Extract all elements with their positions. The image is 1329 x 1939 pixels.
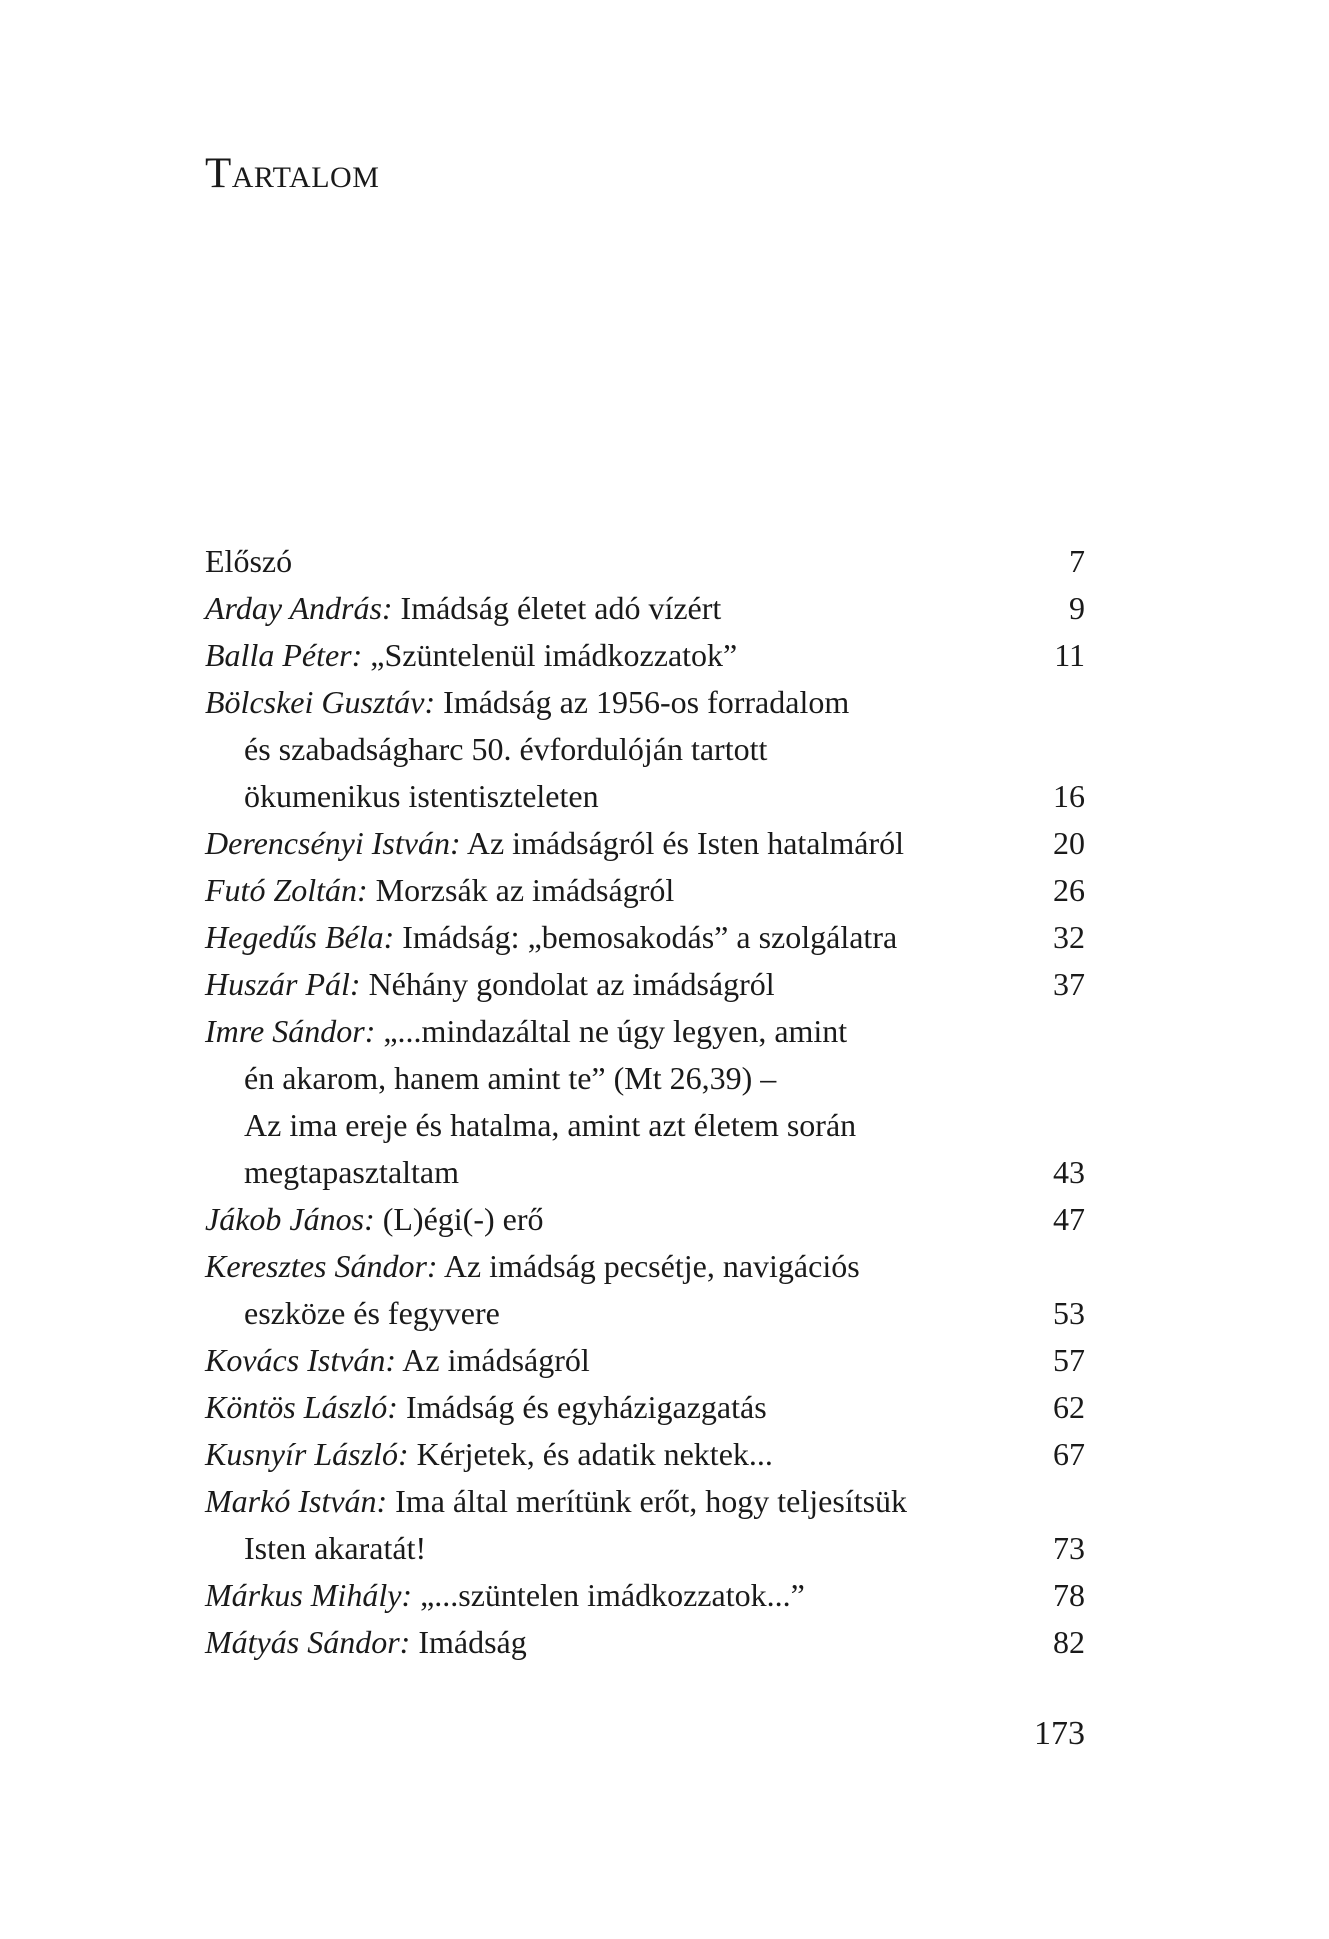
toc-entry-title: Imádság: „bemosakodás” a szolgálatra [394,919,898,955]
toc-entry [205,867,1085,914]
toc-entry [205,1196,1085,1243]
toc-page-number: 47 [1053,1201,1085,1237]
toc-entry [205,538,1085,585]
toc-page-number: 32 [1053,919,1085,955]
toc-entry-line [205,1384,1085,1431]
toc-entry-line [205,1478,1085,1525]
toc-author: Balla Péter: [205,637,363,673]
toc-author: Futó Zoltán: [205,872,368,908]
toc-entry-title: „Szüntelenül imádkozzatok” [362,637,738,673]
toc-author: Mátyás Sándor: [205,1624,411,1660]
toc-page-number: 16 [1053,778,1085,814]
toc-entry-title: Morzsák az imádságról [367,872,675,908]
toc-author: Imre Sándor: [205,1013,376,1049]
toc-author: Kusnyír László: [205,1436,409,1472]
toc-page-number: 9 [1069,590,1085,626]
toc-entry-title: „...mindazáltal ne úgy legyen, amint [375,1013,848,1049]
toc-entry-line [205,1196,1085,1243]
toc-entry [205,1619,1085,1666]
toc-entry-title: Imádság az 1956-os forradalom [435,684,850,720]
toc-entry-title: Imádság és egyházigazgatás [397,1389,767,1425]
toc-page-number: 7 [1069,543,1085,579]
toc-entry-line [205,1337,1085,1384]
toc-author: Huszár Pál: [205,966,361,1002]
toc-page-number: 37 [1053,966,1085,1002]
toc-entry-title: Isten akaratát! [244,1530,427,1566]
toc-entry [205,914,1085,961]
toc-entry-line [205,726,1085,773]
toc-entry [205,1478,1085,1572]
toc-entry-line [205,538,1085,585]
toc-entry-title: én akarom, hanem amint te” (Mt 26,39) – [244,1060,777,1096]
toc-entry [205,1431,1085,1478]
toc-entry [205,1384,1085,1431]
toc-entry-title: (L)égi(-) erő [374,1201,544,1237]
toc-entry-title: „...szüntelen imádkozzatok...” [412,1577,805,1613]
toc-author: Markó István: [205,1483,388,1519]
toc-page-number: 11 [1054,637,1085,673]
toc-author: Bölcskei Gusztáv: [205,684,436,720]
toc-entry-title: Az imádságról és Isten hatalmáról [460,825,905,861]
toc-entry [205,961,1085,1008]
toc-entry-title: Az ima ereje és hatalma, amint azt életem során [244,1107,857,1143]
toc-entry-title: Kérjetek, és adatik nektek... [408,1436,773,1472]
toc-page-number: 57 [1053,1342,1085,1378]
toc-entry-line [205,914,1085,961]
toc-entry [205,679,1085,820]
toc-page-number: 53 [1053,1295,1085,1331]
page-number: 173 [1034,1715,1085,1752]
toc-entry-line [205,1008,1085,1055]
toc-entry-line [205,1149,1085,1196]
toc-author: Márkus Mihály: [205,1577,413,1613]
toc-entry-line [205,1572,1085,1619]
toc-entry-line [205,632,1085,679]
toc-entry-title: megtapasztaltam [244,1154,460,1190]
toc-author: Arday András: [205,590,393,626]
toc-author: Jákob János: [205,1201,375,1237]
toc-entry [205,632,1085,679]
toc-entry-line [205,1525,1085,1572]
toc-entry [205,820,1085,867]
toc-entry-line [205,961,1085,1008]
toc-entry-line [205,1243,1085,1290]
toc-page-number: 62 [1053,1389,1085,1425]
table-of-contents [205,538,1085,1666]
toc-entry [205,1337,1085,1384]
toc-entry-line [205,1431,1085,1478]
toc-entry-title: és szabadságharc 50. évfordulóján tartott [244,731,768,767]
toc-entry [205,1243,1085,1337]
toc-entry-line [205,820,1085,867]
toc-page-number: 26 [1053,872,1085,908]
toc-page-number: 82 [1053,1624,1085,1660]
toc-entry-line [205,585,1085,632]
toc-page-number: 20 [1053,825,1085,861]
toc-entry-title: Ima által merítünk erőt, hogy teljesítsük [387,1483,908,1519]
toc-entry-title: Néhány gondolat az imádságról [360,966,775,1002]
toc-entry-title: eszköze és fegyvere [244,1295,500,1331]
toc-author: Keresztes Sándor: [205,1248,438,1284]
toc-entry-line [205,1290,1085,1337]
toc-page-number: 43 [1053,1154,1085,1190]
toc-author: Köntös László: [205,1389,398,1425]
toc-author: Kovács István: [205,1342,397,1378]
toc-entry-title: Imádság [410,1624,527,1660]
toc-entry-title: Imádság életet adó vízért [392,590,722,626]
toc-entry-title: Az imádság pecsétje, navigációs [437,1248,860,1284]
toc-entry-line [205,773,1085,820]
toc-entry [205,585,1085,632]
toc-entry-title: Előszó [205,543,293,579]
toc-page-number: 78 [1053,1577,1085,1613]
toc-entry-line [205,1619,1085,1666]
toc-entry [205,1572,1085,1619]
toc-page-number: 73 [1053,1530,1085,1566]
toc-entry-line [205,679,1085,726]
toc-entry [205,1008,1085,1196]
page-title: Tartalom [205,150,380,197]
toc-author: Derencsényi István: [205,825,461,861]
toc-page-number: 67 [1053,1436,1085,1472]
toc-entry-title: ökumenikus istentiszteleten [244,778,599,814]
toc-entry-line [205,867,1085,914]
toc-entry-line [205,1055,1085,1102]
toc-entry-title: Az imádságról [396,1342,590,1378]
toc-entry-line [205,1102,1085,1149]
toc-author: Hegedűs Béla: [205,919,395,955]
